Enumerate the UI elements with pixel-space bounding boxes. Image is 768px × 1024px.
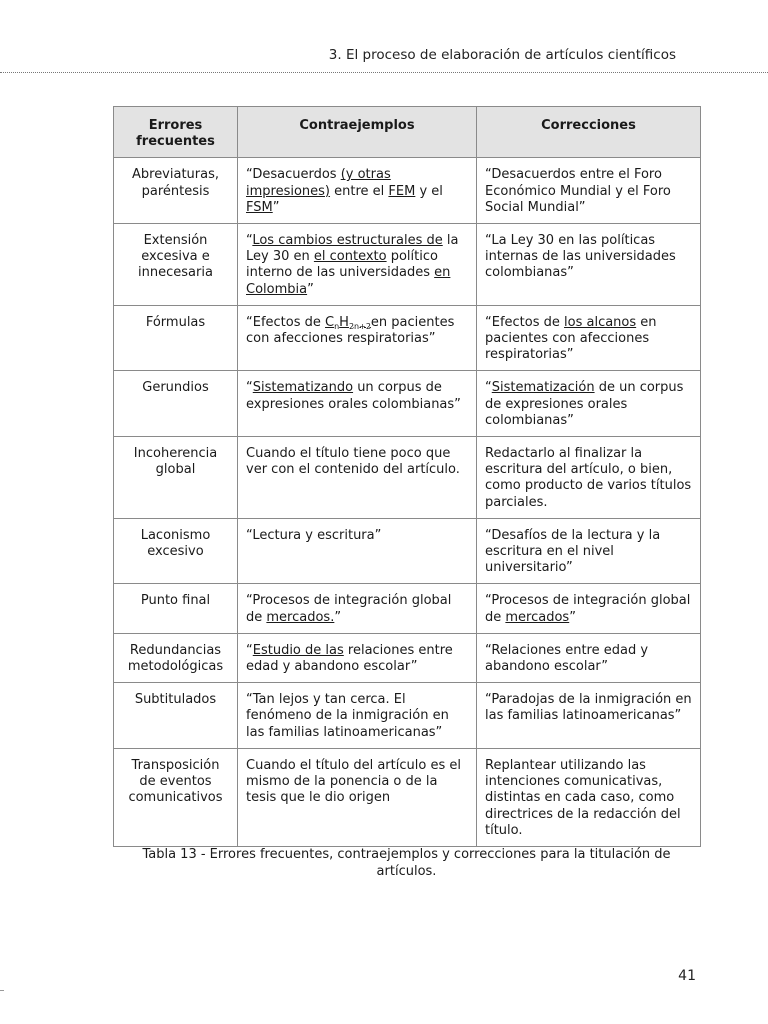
- example-cell: Cuando el título tiene poco que ver con el contenido del artículo.: [238, 437, 477, 519]
- correction-cell: “Procesos de integración global de mercados”: [477, 584, 701, 633]
- correction-cell: Replantear utilizando las intenciones comunicativas, distintas en cada caso, como directrices de la redacción del título.: [477, 748, 701, 846]
- correction-cell: “Efectos de los alcanos en pacientes con afecciones respiratorias”: [477, 305, 701, 371]
- table-row: [114, 437, 701, 519]
- error-cell: Gerundios: [114, 371, 238, 437]
- error-cell: Punto final: [114, 584, 238, 633]
- example-cell: “Sistematizando un corpus de expresiones orales colombianas”: [238, 371, 477, 437]
- table-row: [114, 305, 701, 371]
- error-cell: Incoherencia global: [114, 437, 238, 519]
- page-number: 41: [678, 968, 696, 984]
- header-errores: Errores frecuentes: [114, 107, 238, 158]
- example-cell: “Lectura y escritura”: [238, 518, 477, 584]
- table-row: [114, 683, 701, 749]
- correction-cell: “Sistematización de un corpus de expresiones orales colombianas”: [477, 371, 701, 437]
- example-cell: “Tan lejos y tan cerca. El fenómeno de la inmigración en las familias latinoamericanas”: [238, 683, 477, 749]
- table-row: [114, 158, 701, 224]
- correction-cell: “Paradojas de la inmigración en las familias latinoamericanas”: [477, 683, 701, 749]
- correction-cell: “Relaciones entre edad y abandono escolar”: [477, 633, 701, 682]
- correction-cell: “Desafíos de la lectura y la escritura en el nivel universitario”: [477, 518, 701, 584]
- example-cell: “Los cambios estructurales de la Ley 30 en el contexto político interno de las universidades en Colombia”: [238, 224, 477, 306]
- example-cell: “Procesos de integración global de mercados.”: [238, 584, 477, 633]
- header-correcciones: Correcciones: [477, 107, 701, 158]
- table-row: [114, 518, 701, 584]
- table-row: [114, 633, 701, 682]
- error-cell: Subtitulados: [114, 683, 238, 749]
- edge-mark: [0, 990, 4, 991]
- table-row: [114, 224, 701, 306]
- running-header: 3. El proceso de elaboración de artículos científicos: [328, 47, 676, 63]
- table-header-row: [114, 107, 701, 158]
- correction-cell: “La Ley 30 en las políticas internas de las universidades colombianas”: [477, 224, 701, 306]
- error-cell: Laconismo excesivo: [114, 518, 238, 584]
- example-cell: “Efectos de $C_nH_{2n+2}en$ pacientes con afecciones respiratorias”: [238, 305, 477, 371]
- error-cell: Fórmulas: [114, 305, 238, 371]
- example-cell: “Desacuerdos (y otras impresiones) entre el FEM y el FSM”: [238, 158, 477, 224]
- table-row: [114, 748, 701, 846]
- formula: $C_nH_{2n+2}$: [325, 314, 371, 331]
- correction-cell: “Desacuerdos entre el Foro Económico Mundial y el Foro Social Mundial”: [477, 158, 701, 224]
- table-row: [114, 371, 701, 437]
- correction-cell: Redactarlo al finalizar la escritura del artículo, o bien, como producto de varios títulos parciales.: [477, 437, 701, 519]
- header-rule: [0, 72, 768, 73]
- example-cell: Cuando el título del artículo es el mismo de la ponencia o de la tesis que le dio origen: [238, 748, 477, 846]
- table-row: [114, 584, 701, 633]
- header-contraejemplos: Contraejemplos: [238, 107, 477, 158]
- example-cell: “Estudio de las relaciones entre edad y abandono escolar”: [238, 633, 477, 682]
- error-cell: Transposición de eventos comunicativos: [114, 748, 238, 846]
- error-cell: Redundancias metodológicas: [114, 633, 238, 682]
- error-cell: Abreviaturas, paréntesis: [114, 158, 238, 224]
- errors-table: [113, 106, 701, 847]
- table-caption: Tabla 13 - Errores frecuentes, contraejemplos y correcciones para la titulación de artículos.: [142, 847, 671, 879]
- error-cell: Extensión excesiva e innecesaria: [114, 224, 238, 306]
